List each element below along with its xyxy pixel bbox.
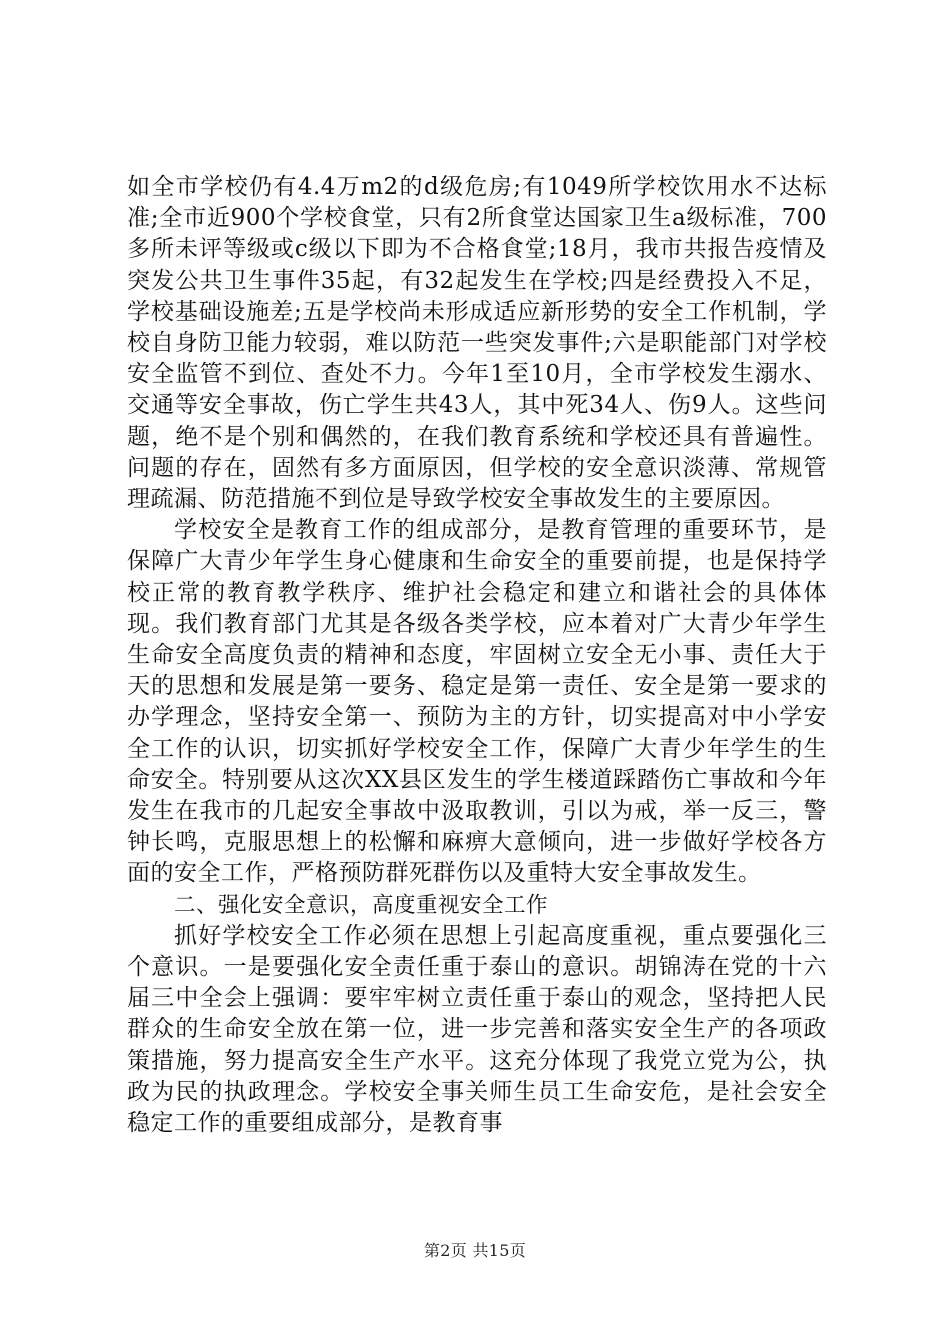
page-footer: 第2页 共15页 xyxy=(423,1241,527,1260)
paragraph-continuation: 如全市学校仍有4.4万m2的d级危房;有1049所学校饮用水不达标准;全市近900个学校食堂，只有2所食堂达国家卫生a级标准，700多所未评等级或c级以下即为不合格食堂;18月，我市共报告疫情及突发公共卫生事件35起，有32起发生在学校;四是经费投入不足，学校基础设施差;五是学校尚未形成适应新形势的安全工作机制，学校自身防卫能力较弱，难以防范一些突发事件;六是职能部门对学校安全监管不到位、查处不力。今年1至10月，全市学校发生溺水、交通等安全事故，伤亡学生共43人，其中死34人、伤9人。这些问题，绝不是个别和偶然的，在我们教育系统和学校还具有普遍性。问题的存在，固然有多方面原因，但学校的安全意识淡薄、常规管理疏漏、防范措施不到位是导致学校安全事故发生的主要原因。 xyxy=(127,174,827,513)
document-body xyxy=(127,172,827,1139)
section-heading: 二、强化安全意识，高度重视安全工作 xyxy=(174,892,549,918)
paragraph-school-safety: 学校安全是教育工作的组成部分，是教育管理的重要环节，是保障广大青少年学生身心健康和生命安全的重要前提，也是保持学校正常的教育教学秩序、维护社会稳定和建立和谐社会的具体体现。我们教育部门尤其是各级各类学校，应本着对广大青少年学生生命安全高度负责的精神和态度，牢固树立安全无小事、责任大于天的思想和发展是第一要务、稳定是第一责任、安全是第一要求的办学理念，坚持安全第一、预防为主的方针，切实提高对中小学安全工作的认识，切实抓好学校安全工作，保障广大青少年学生的生命安全。特别要从这次XX县区发生的学生楼道踩踏伤亡事故和今年发生在我市的几起安全事故中汲取教训，引以为戒，举一反三，警钟长鸣，克服思想上的松懈和麻痹大意倾向，进一步做好学校各方面的安全工作，严格预防群死群伤以及重特大安全事故发生。 xyxy=(127,517,827,887)
paragraph-safety-awareness: 抓好学校安全工作必须在思想上引起高度重视，重点要强化三个意识。一是要强化安全责任重于泰山的意识。胡锦涛在党的十六届三中全会上强调：要牢牢树立责任重于泰山的观念，坚持把人民群众的生命安全放在第一位，进一步完善和落实安全生产的各项政策措施，努力提高安全生产水平。这充分体现了我党立党为公，执政为民的执政理念。学校安全事关师生员工生命安危，是社会安全稳定工作的重要组成部分，是教育事 xyxy=(127,922,827,1137)
